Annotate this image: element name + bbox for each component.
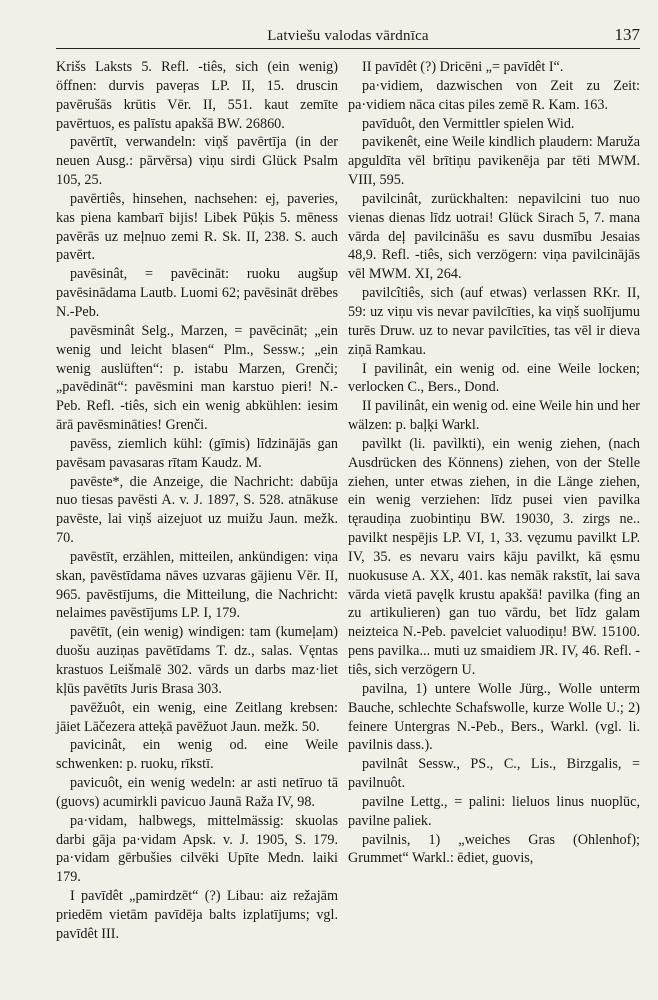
- running-title: Latviešu valodas vārdnīca: [267, 28, 429, 44]
- entry-pavidet-2: II pavīdêt (?) Dricēni „= pavīdêt I“.: [362, 59, 564, 75]
- entry-pavezuot: pavēžuôt, ein wenig, eine Zeitlang krebsen: jāiet Lāčezera atteķā pavēžuot Jaun. mežk. 50.: [56, 699, 338, 735]
- page-number: 137: [614, 25, 640, 44]
- right-column: [348, 58, 640, 868]
- entry-pavikenet: pavikenêt, eine Weile kindlich plaudern: Maruža apguldīta vēl brītiņu pavikenēja par tēti MWM. VIII, 595.: [348, 134, 640, 189]
- entry-pavilcinat: pavilcinât, zurückhalten: nepavilcini tuo nuo vienas dienas līdz uotrai! Glück Sirach 5, 7. mana vārda deļ pavilcināšu es savu dusmību Jesaias 48,9. Refl. -tiês, sich verzögern: viņa pavilcinājās vēl MWM. XI, 264.: [348, 190, 640, 283]
- entry-pavilnat: pavilnât Sessw., PS., C., Lis., Birzgalis, = pavilnuôt.: [348, 756, 640, 792]
- entry-pavilkt: pavìlkt (li. pavìlkti), ein wenig ziehen, (nach Ausdrücken des Könnens) ziehen, von der Stelle ziehen, unter etwas ziehen, in die Länge ziehen, ein wenig verziehen: līdz pusei vien pavilka tęraudiņa zuobintiņu BW. 19030, 3. zirgs ne.. pavilkt nespējis LP. VI, 1, 33. vęzumu pavilkt LP. IV, 35. es nevaru vairs kāju pavilkt, kā ęsmu nuokususe A. XX, 401. kas nemāk rakstīt, lai sava vārda vietā pavęlk krustu apakšā! pavilka (fing an zu artikulieren) gan tuo vārdu, bet līdz galam neizteica N.-Peb. pavelciet valuodiņu! BW. 15100. pens pavilka... muti uz smaidiem JR. IV, 46. Refl. -tiês, sich verzögern U.: [348, 435, 640, 678]
- header-rule: [56, 48, 640, 49]
- entry-pavilne: pavilne Lettg., = palini: lieluos linus nuoplūc, pavilne paliek.: [348, 793, 640, 829]
- entry-pavestit: pavēstīt, erzählen, mitteilen, ankündigen: viņa skan, pavēstīdama nāves uzvaras gājienu Vēr. II, 965. pavēstījums, die Mitteilung, die Nachricht: nelaimes pavēstījums LP. I, 179.: [56, 548, 338, 622]
- entry-pavesminat: pavēsminât Selg., Marzen, = pavēcināt; „ein wenig und leicht blasen“ Plm., Sessw.; „ein wenig auslüften“: p. istabu Marzen, Grenči; „pavēdināt“: pavēsmini man karstuo pieri! N.-Peb. Refl. -tiês, sich ein wenig abkühlen: iesim ārā pavēsmināties! Grenči.: [56, 322, 338, 434]
- entry-pavilnis: pavilnis, 1) „weiches Gras (Ohlenhof); Grummet“ Warkl.: ēdiet, guovis,: [348, 831, 640, 867]
- entry-pavidam: pa·vidam, halbwegs, mittelmässig: skuolas darbi gāja pa·vidam Apsk. v. J. 1905, S. 179. pa·vidam gērbušies cilvēki Upīte Medn. laiki 179.: [56, 812, 338, 886]
- entry-pavilinat-1: I pavilinât, ein wenig od. eine Weile locken; verlocken C., Bers., Dond.: [348, 360, 640, 396]
- entry-pavertties: pavērtiês, hinsehen, nachsehen: ej, paveries, kas piena kambarī bijis! Libek Pūķis 5. mēness pavērās uz meļnuo zemi R. Sk. II, 238. S. auch pavērt.: [56, 190, 338, 264]
- entry-paviduot: pavīduôt, den Vermittler spielen Wid.: [362, 115, 575, 132]
- entry-pavesinat: pavēsinât, = pavēcināt: ruoku augšup pavēsinādama Lautb. Luomi 62; pavēsināt drēbes N.-Peb.: [56, 266, 338, 320]
- entry-paveste: pavēste*, die Anzeige, die Nachricht: dabūja nuo tiesas pavēsti A. v. J. 1897, S. 528. atnākuse pavēste, lai viņš aizejuot uz muižu Jaun. mežk. 70.: [56, 473, 338, 547]
- entry-pavilinat-2: II pavilinât, ein wenig od. eine Weile hin und her wälzen: p. baļķi Warkl.: [348, 398, 640, 434]
- entry-pavidiem: pa·vidiem, dazwischen von Zeit zu Zeit: pa·vidiem nāca citas piles zemē R. Kam. 163.: [348, 77, 640, 113]
- entry-paves: pavēss, ziemlich kühl: (gīmis) līdzinājās gan pavēsam pavasaras rītam Kaudz. M.: [56, 435, 338, 471]
- entry-pavertit: pavērtīt, verwandeln: viņš pavērtīja (in der neuen Ausg.: pārvērsa) viņu sirdi Glück Psalm 105, 25.: [56, 134, 338, 189]
- page-header: [56, 22, 640, 48]
- entry-pavidet-1: I pavīdêt „pamirdzēt“ (?) Libau: aiz režajām priedēm vietām pavīdēja balts izplatījums; vgl. pavīdêt III.: [56, 888, 338, 942]
- entry-pavilcities: pavilcîtiês, sich (auf etwas) verlassen RKr. II, 59: uz viņu vis nevar pavilcīties, ka viņš suolījumu turēs Druw. uz to nevar pavilcīties, tas vēl ir dieva ziņā Ramkau.: [348, 285, 640, 358]
- left-column: [56, 58, 338, 944]
- entry-pavilna: pavilna, 1) untere Wolle Jürg., Wolle unterm Bauche, schlechte Schafswolle, kurze Wolle U.; 2) feinere Untergras N.-Peb., Bers., Warkl. (vgl. li. pavilnis dass.).: [348, 680, 640, 754]
- entry-pavicinat: pavicinât, ein wenig od. eine Weile schwenken: p. ruoku, rīkstī.: [56, 737, 338, 773]
- entry-pavetit: pavētīt, (ein wenig) windigen: tam (kumeļam) duošu auziņas pavētīdams T. dz., salas. Vęntas krastuos Leišmalē 302. vārds un darbs maz·liet kļūs pavētīts Juris Brasa 303.: [56, 624, 338, 697]
- entry-continuation: Krišs Laksts 5. Refl. -tiês, sich (ein wenig) öffnen: durvis paveŗas LP. II, 15. druscin pavērušās krūtis Vēr. II, 551. kaut zemīte pavērtuos, es palīstu apakšā BW. 26860.: [56, 59, 338, 132]
- entry-pavicuot: pavicuôt, ein wenig wedeln: ar asti netīruo tā (guovs) acumirkli pavicuo Jaunā Raža IV, 98.: [56, 775, 338, 810]
